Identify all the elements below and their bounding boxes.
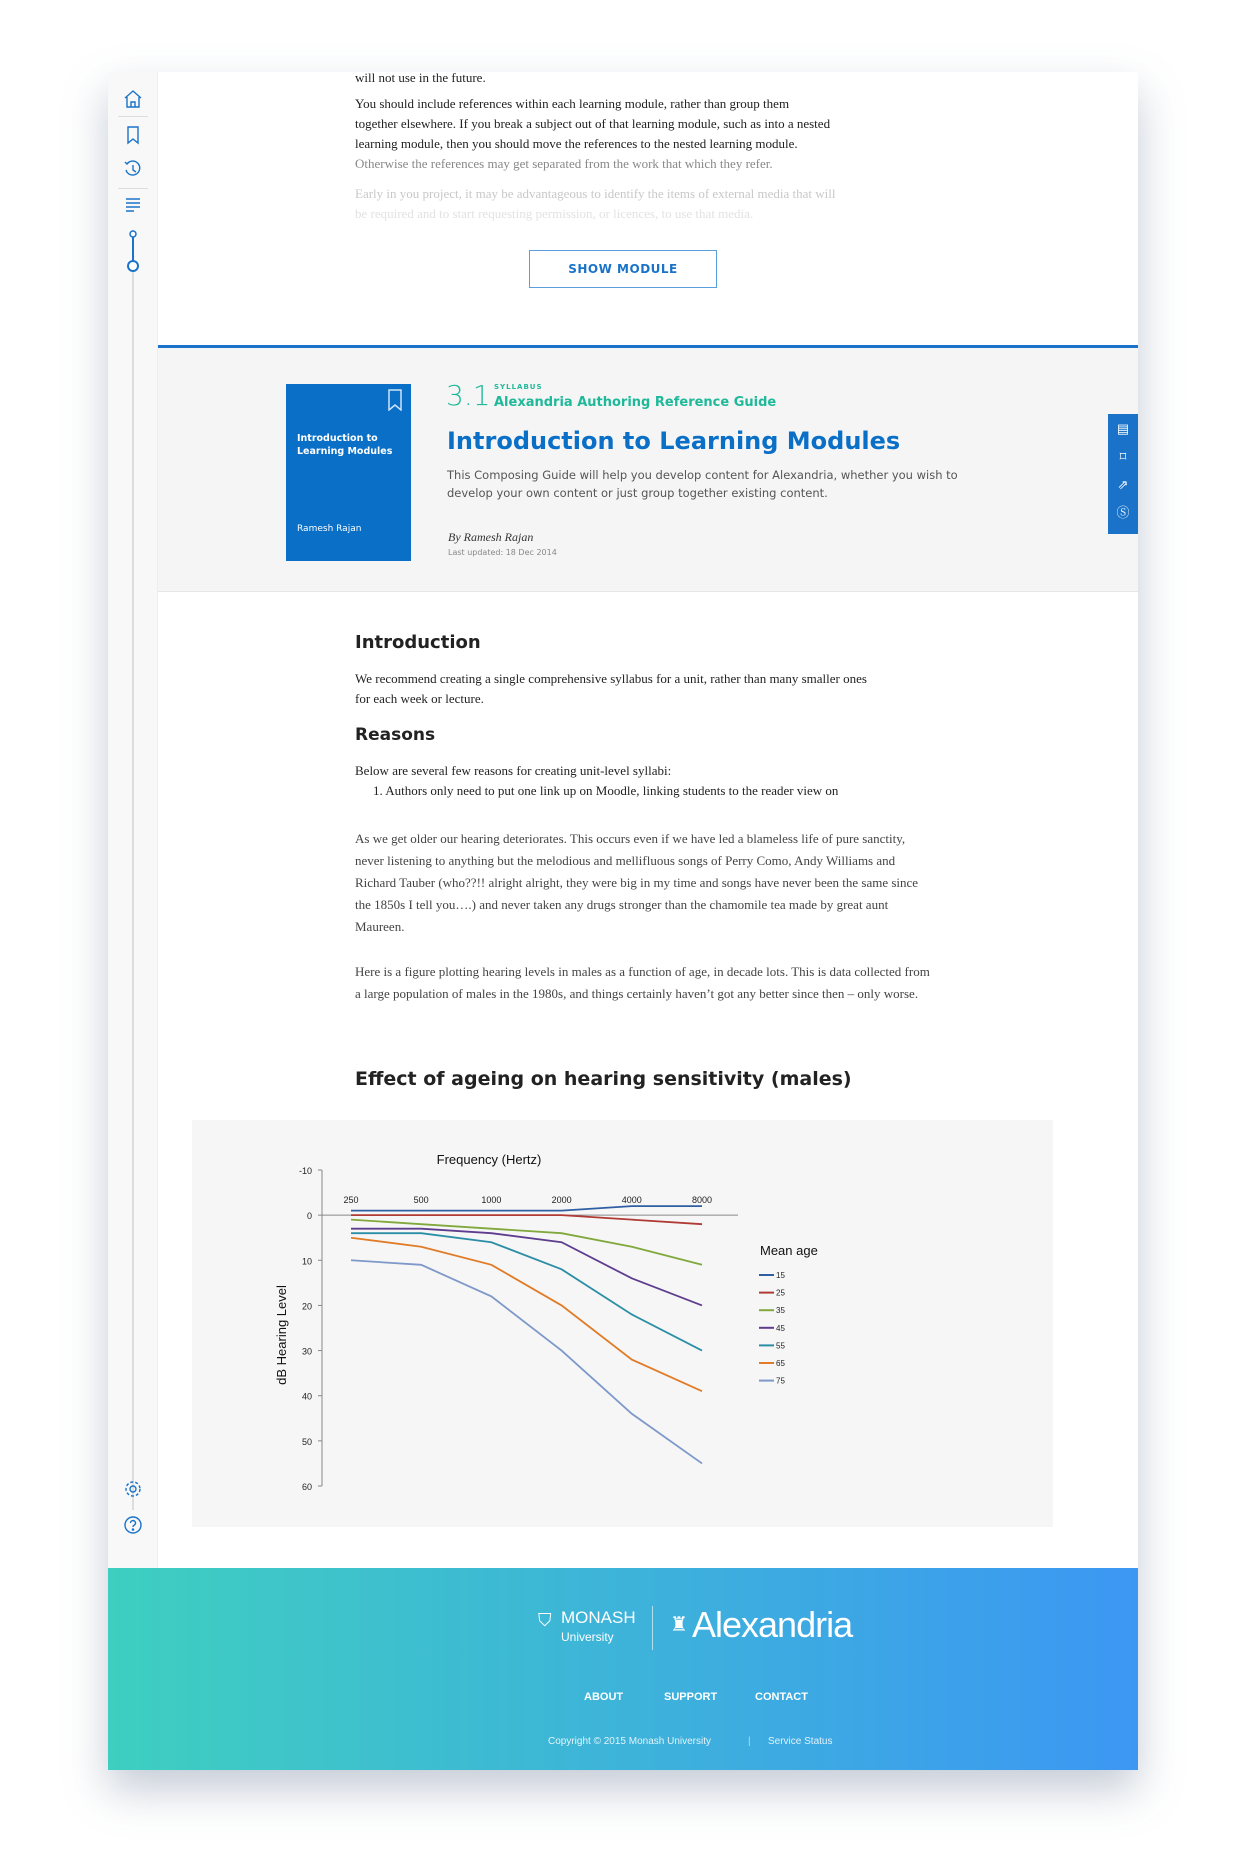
- module-header: [158, 348, 1138, 592]
- page-card: [108, 72, 1138, 1770]
- settings-icon[interactable]: [122, 1478, 144, 1500]
- legend-label: 65: [776, 1359, 785, 1368]
- x-tick-label: 2000: [551, 1195, 572, 1206]
- legend-label: 35: [776, 1306, 785, 1316]
- text-line: together elsewhere. If you break a subject out of that learning module, such as into a nested: [355, 116, 831, 131]
- divider: [118, 188, 148, 189]
- footer-link-contact[interactable]: CONTACT: [755, 1691, 808, 1703]
- legend-label: 15: [776, 1271, 785, 1280]
- legend-label: 25: [776, 1288, 785, 1298]
- module-kicker: SYLLABUS: [494, 383, 543, 391]
- document-icon[interactable]: ▤: [1116, 421, 1130, 436]
- y-axis-title: dB Hearing Level: [274, 1285, 289, 1385]
- x-tick-label: 250: [343, 1195, 359, 1206]
- section-heading: Reasons: [355, 725, 436, 745]
- sidebar: [108, 72, 158, 1568]
- y-tick-label: 10: [301, 1256, 312, 1267]
- hearing-chart: [192, 1120, 1053, 1527]
- y-tick-label: 40: [301, 1391, 312, 1402]
- y-tick-label: 50: [301, 1436, 312, 1447]
- logo-text: Alexandria: [692, 1604, 853, 1645]
- bookmark-icon[interactable]: [122, 124, 144, 146]
- footer: [108, 1568, 1138, 1770]
- home-icon[interactable]: [122, 88, 144, 110]
- divider: |: [748, 1736, 751, 1747]
- guide-link[interactable]: Alexandria Authoring Reference Guide: [494, 395, 777, 410]
- bookmark-icon[interactable]: [387, 389, 403, 411]
- y-tick-label: 30: [301, 1346, 312, 1357]
- body-paragraph: As we get older our hearing deteriorates. This occurs even if we have led a blameless life of pure sanctity, never listening to anything but the melodious and mellifluous songs of Perry Como, Andy Williams and Richard Tauber (who??!! alright alright, they were big in my time and songs have never been the same since the 1850s I tell you….) and never taken any drugs stronger than the chamomile tea made by great aunt Maureen.: [355, 831, 919, 934]
- series-line-45: [351, 1229, 702, 1306]
- cover-title: Introduction to Learning Modules: [297, 433, 393, 457]
- divider: [118, 116, 148, 117]
- text-line: You should include references within each learning module, rather than group them: [355, 96, 790, 111]
- module-title: Introduction to Learning Modules: [447, 427, 901, 455]
- body-text: will not use in the future.: [355, 70, 486, 85]
- cite-icon[interactable]: Ⓢ: [1116, 505, 1130, 520]
- module-byline: By Ramesh Rajan: [448, 530, 534, 544]
- module-description: This Composing Guide will help you develop content for Alexandria, whether you wish to develop your own content or just group together existing content.: [447, 468, 958, 500]
- series-line-65: [351, 1238, 702, 1391]
- section-heading: Introduction: [355, 632, 481, 653]
- service-status-link[interactable]: Service Status: [768, 1736, 833, 1747]
- body-paragraph: Here is a figure plotting hearing levels in males as a function of age, in decade lots. This is data collected from a large population of males in the 1980s, and things certainly haven’t got any better since then – only worse.: [355, 964, 930, 1001]
- shield-icon: ⛉: [538, 1610, 552, 1630]
- reasons-text: Below are several few reasons for creating unit-level syllabi:: [355, 763, 672, 778]
- module-number: 3.1: [446, 379, 491, 412]
- y-tick-label: 0: [306, 1211, 312, 1222]
- cover-author: Ramesh Rajan: [297, 524, 362, 534]
- legend-label: 45: [776, 1323, 785, 1333]
- series-line-75: [351, 1260, 702, 1463]
- divider: [652, 1606, 653, 1650]
- list-item: 1. Authors only need to put one link up on Moodle, linking students to the reader view on: [373, 783, 839, 798]
- legend-title: Mean age: [760, 1243, 818, 1258]
- x-tick-label: 500: [413, 1195, 429, 1206]
- logo-text: MONASH: [561, 1608, 636, 1627]
- right-toolbar: [1108, 414, 1138, 534]
- y-tick-label: 20: [301, 1301, 312, 1312]
- footer-link-about[interactable]: ABOUT: [584, 1691, 624, 1703]
- share-icon[interactable]: ⇗: [1117, 477, 1129, 492]
- text-line: Early in you project, it may be advantageous to identify the items of external media that will: [355, 186, 836, 201]
- media-paragraph: [355, 184, 975, 224]
- intro-text: We recommend creating a single comprehensive syllabus for a unit, rather than many smaller ones for each week or lecture.: [355, 671, 867, 706]
- y-tick-label: 60: [301, 1482, 312, 1492]
- chart-container: [192, 1120, 1053, 1527]
- logo-text: University: [561, 1630, 614, 1644]
- copyright: Copyright © 2015 Monash University: [548, 1736, 711, 1747]
- footer-link-support[interactable]: SUPPORT: [664, 1691, 718, 1703]
- x-tick-label: 1000: [481, 1195, 502, 1206]
- x-tick-label: 4000: [621, 1195, 642, 1206]
- help-icon[interactable]: [122, 1514, 144, 1536]
- last-updated: Last updated: 18 Dec 2014: [448, 548, 557, 557]
- references-paragraph: [355, 94, 975, 174]
- legend-label: 75: [776, 1376, 785, 1386]
- y-tick-label: -10: [298, 1166, 312, 1176]
- series-line-35: [351, 1220, 702, 1265]
- text-line: Otherwise the references may get separated from the work that which they refer.: [355, 156, 773, 171]
- text-line: be required and to start requesting permission, or licences, to use that media.: [355, 206, 754, 221]
- x-tick-label: 8000: [691, 1195, 713, 1206]
- module-cover[interactable]: [286, 384, 411, 561]
- history-icon[interactable]: [122, 158, 144, 180]
- lighthouse-icon: ♜: [670, 1614, 688, 1636]
- bookmark-icon[interactable]: ⌑: [1119, 449, 1127, 464]
- show-module-button[interactable]: SHOW MODULE: [529, 250, 717, 288]
- series-line-15: [351, 1206, 702, 1211]
- text-line: learning module, then you should move the references to the nested learning module.: [355, 136, 798, 151]
- toc-icon[interactable]: [122, 194, 144, 216]
- figure-heading: Effect of ageing on hearing sensitivity (males): [355, 1068, 852, 1090]
- progress-slider[interactable]: [125, 230, 141, 1510]
- legend-label: 55: [776, 1341, 785, 1351]
- x-axis-title: Frequency (Hertz): [436, 1152, 542, 1167]
